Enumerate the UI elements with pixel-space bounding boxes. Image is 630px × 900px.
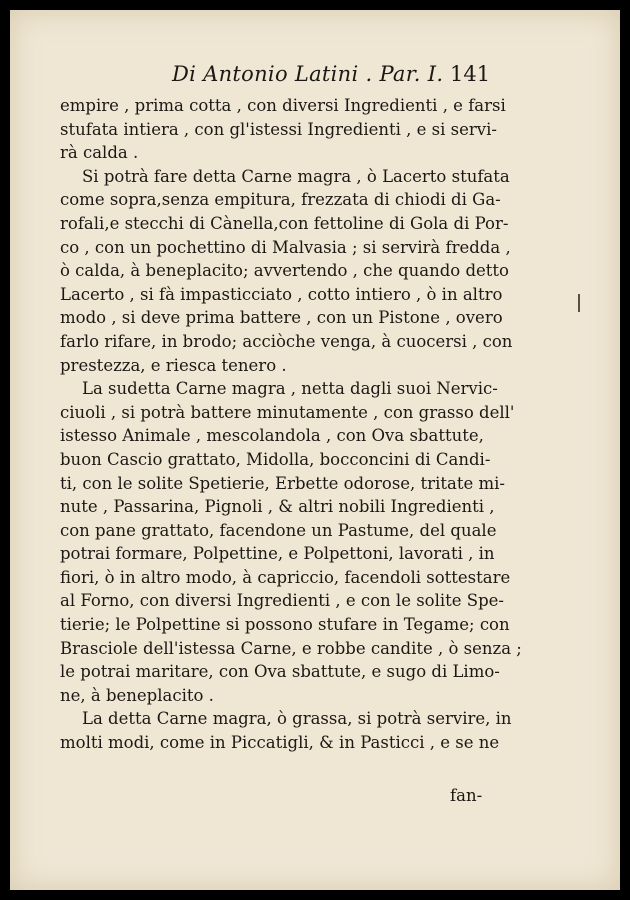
text-line: rofali,e stecchi di Cànella,con fettoline di Gola di Por- [60,213,509,233]
text-line: Brasciole dell'istessa Carne, e robbe candite , ò senza ; [60,638,522,658]
text-line: ò calda, à beneplacito; avvertendo , che quando detto [60,261,509,281]
text-line: istesso Animale , mescolandola , con Ova sbattute, [60,426,484,446]
running-title: Di Antonio Latini . Par. I. [172,62,444,86]
text-line: buon Cascio grattato, Midolla, bocconcini di Candi- [60,449,491,469]
text-line: rà calda . [60,143,139,163]
text-line: al Forno, con diversi Ingredienti , e con le solite Spe- [60,591,505,611]
text-line: modo , si deve prima battere , con un Pistone , overo [60,308,503,328]
text-line: con pane grattato, facendone un Pastume, del quale [60,520,497,540]
page-header [10,62,620,92]
text-line: Lacerto , si fà impasticciato , cotto intiero , ò in altro [60,284,503,304]
text-line: fiori, ò in altro modo, à capriccio, facendoli sottestare [60,567,511,587]
text-line: Si potrà fare detta Carne magra , ò Lacerto stufata [82,166,510,186]
text-line: co , con un pochettino di Malvasia ; si servirà fredda , [60,237,511,257]
text-line: ne, à beneplacito . [60,685,214,705]
text-line: La sudetta Carne magra , netta dagli suoi Nervic- [82,379,498,399]
margin-mark [578,294,580,312]
page-number: 141 [450,62,491,86]
text-line: farlo rifare, in brodo; acciòche venga, à cuocersi , con [60,331,513,351]
text-line: stufata intiera , con gl'istessi Ingredienti , e si servi- [60,119,497,139]
body-text [60,94,530,755]
text-line: La detta Carne magra, ò grassa, si potrà servire, in [82,709,512,729]
text-line: potrai formare, Polpettine, e Polpettoni, lavorati , in [60,544,495,564]
text-line: empire , prima cotta , con diversi Ingredienti , e farsi [60,96,506,115]
text-line: prestezza, e riesca tenero . [60,355,287,375]
text-line: ti, con le solite Spetierie, Erbette odorose, tritate mi- [60,473,505,493]
text-line: ciuoli , si potrà battere minutamente , con grasso dell' [60,402,515,422]
text-line: tierie; le Polpettine si possono stufare in Tegame; con [60,615,510,635]
book-page [10,10,620,890]
text-line: come sopra,senza empitura, frezzata di chiodi di Ga- [60,190,501,210]
text-line: le potrai maritare, con Ova sbattute, e sugo di Limo- [60,662,500,682]
catchword: fan- [450,786,483,805]
text-line: molti modi, come in Piccatigli, & in Pasticci , e se ne [60,733,500,753]
text-line: nute , Passarina, Pignoli , & altri nobili Ingredienti , [60,497,495,517]
